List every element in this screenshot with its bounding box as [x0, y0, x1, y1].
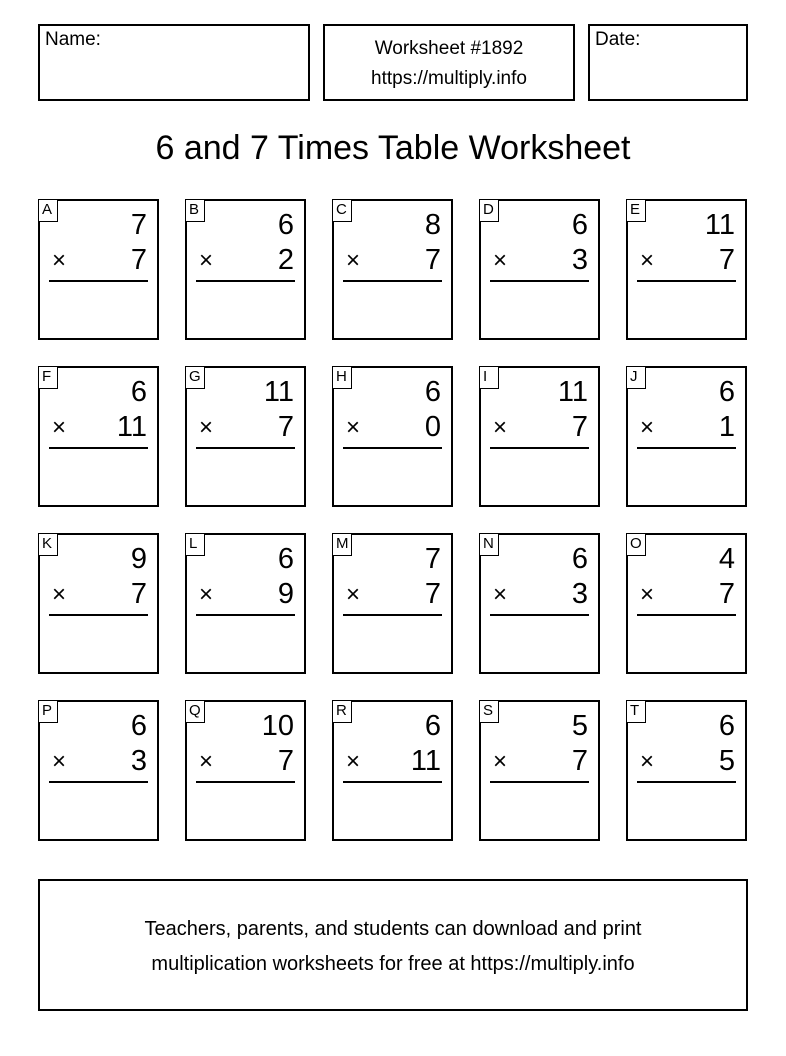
- problem-l[interactable]: [185, 533, 306, 674]
- times-sign: ×: [199, 748, 214, 775]
- footer-box: [38, 879, 748, 1011]
- multiplicand: 6: [130, 710, 147, 742]
- answer-line: [490, 447, 589, 449]
- date-field[interactable]: [588, 24, 748, 101]
- times-sign: ×: [199, 247, 214, 274]
- times-sign: ×: [493, 414, 508, 441]
- problem-label: L: [185, 533, 205, 556]
- problem-e[interactable]: [626, 199, 747, 340]
- multiplicand: 7: [424, 543, 441, 575]
- multiplier: 1: [718, 411, 735, 443]
- multiplier: 7: [718, 244, 735, 276]
- date-label: Date:: [595, 29, 641, 50]
- problem-c[interactable]: [332, 199, 453, 340]
- multiplier: 7: [424, 578, 441, 610]
- answer-line: [49, 447, 148, 449]
- problem-r[interactable]: [332, 700, 453, 841]
- multiplicand: 11: [263, 376, 294, 408]
- times-sign: ×: [640, 748, 655, 775]
- footer-line-2: multiplication worksheets for free at https://multiply.info: [151, 953, 635, 975]
- answer-line: [196, 614, 295, 616]
- times-sign: ×: [52, 748, 67, 775]
- answer-line: [490, 280, 589, 282]
- multiplier: 7: [571, 411, 588, 443]
- answer-line: [637, 614, 736, 616]
- multiplier: 3: [571, 578, 588, 610]
- multiplicand: 6: [424, 710, 441, 742]
- times-sign: ×: [640, 581, 655, 608]
- problem-label: S: [479, 700, 499, 723]
- multiplier: 7: [718, 578, 735, 610]
- multiplicand: 6: [718, 376, 735, 408]
- times-sign: ×: [493, 247, 508, 274]
- answer-line: [637, 447, 736, 449]
- multiplicand: 6: [571, 543, 588, 575]
- times-sign: ×: [346, 414, 361, 441]
- multiplier: 7: [571, 745, 588, 777]
- multiplier: 11: [116, 411, 147, 443]
- times-sign: ×: [346, 247, 361, 274]
- problem-j[interactable]: [626, 366, 747, 507]
- multiplicand: 8: [424, 209, 441, 241]
- problem-label: J: [626, 366, 646, 389]
- problem-m[interactable]: [332, 533, 453, 674]
- problem-label: Q: [185, 700, 205, 723]
- answer-line: [343, 781, 442, 783]
- footer-line-1: Teachers, parents, and students can download and print: [144, 918, 642, 940]
- problem-label: T: [626, 700, 646, 723]
- multiplicand: 9: [130, 543, 147, 575]
- multiplicand: 6: [277, 209, 294, 241]
- problem-k[interactable]: [38, 533, 159, 674]
- problem-label: C: [332, 199, 352, 222]
- times-sign: ×: [640, 414, 655, 441]
- problem-label: R: [332, 700, 352, 723]
- problem-label: A: [38, 199, 58, 222]
- problem-s[interactable]: [479, 700, 600, 841]
- times-sign: ×: [640, 247, 655, 274]
- problem-h[interactable]: [332, 366, 453, 507]
- multiplier: 7: [277, 745, 294, 777]
- problem-label: E: [626, 199, 646, 222]
- multiplicand: 6: [718, 710, 735, 742]
- problem-f[interactable]: [38, 366, 159, 507]
- problem-d[interactable]: [479, 199, 600, 340]
- multiplier: 7: [277, 411, 294, 443]
- multiplicand: 6: [571, 209, 588, 241]
- problem-label: I: [479, 366, 499, 389]
- times-sign: ×: [493, 581, 508, 608]
- times-sign: ×: [199, 414, 214, 441]
- problem-q[interactable]: [185, 700, 306, 841]
- worksheet-info-box: [323, 24, 575, 101]
- multiplier: 7: [130, 244, 147, 276]
- problem-a[interactable]: [38, 199, 159, 340]
- worksheet-number: Worksheet #1892: [374, 38, 524, 59]
- answer-line: [49, 781, 148, 783]
- multiplicand: 4: [718, 543, 735, 575]
- answer-line: [196, 781, 295, 783]
- multiplier: 5: [718, 745, 735, 777]
- answer-line: [490, 614, 589, 616]
- problem-label: K: [38, 533, 58, 556]
- multiplier: 9: [277, 578, 294, 610]
- multiplier: 7: [424, 244, 441, 276]
- problem-label: D: [479, 199, 499, 222]
- multiplier: 3: [571, 244, 588, 276]
- problem-label: F: [38, 366, 58, 389]
- problem-label: B: [185, 199, 205, 222]
- times-sign: ×: [52, 414, 67, 441]
- multiplicand: 11: [704, 209, 735, 241]
- problem-i[interactable]: [479, 366, 600, 507]
- problem-label: H: [332, 366, 352, 389]
- problem-n[interactable]: [479, 533, 600, 674]
- answer-line: [196, 447, 295, 449]
- answer-line: [343, 447, 442, 449]
- multiplicand: 6: [277, 543, 294, 575]
- multiplier: 2: [277, 244, 294, 276]
- answer-line: [343, 280, 442, 282]
- problem-label: P: [38, 700, 58, 723]
- name-field[interactable]: [38, 24, 310, 101]
- answer-line: [49, 280, 148, 282]
- times-sign: ×: [199, 581, 214, 608]
- problem-label: N: [479, 533, 499, 556]
- problem-b[interactable]: [185, 199, 306, 340]
- problem-p[interactable]: [38, 700, 159, 841]
- multiplicand: 6: [130, 376, 147, 408]
- answer-line: [637, 280, 736, 282]
- worksheet-title: 6 and 7 Times Table Worksheet: [155, 129, 631, 167]
- multiplicand: 7: [130, 209, 147, 241]
- multiplier: 7: [130, 578, 147, 610]
- multiplicand: 5: [571, 710, 588, 742]
- problem-g[interactable]: [185, 366, 306, 507]
- answer-line: [196, 280, 295, 282]
- multiplier: 3: [130, 745, 147, 777]
- times-sign: ×: [52, 581, 67, 608]
- problem-label: O: [626, 533, 646, 556]
- answer-line: [343, 614, 442, 616]
- problem-label: M: [332, 533, 352, 556]
- times-sign: ×: [346, 581, 361, 608]
- name-label: Name:: [45, 29, 101, 50]
- answer-line: [637, 781, 736, 783]
- problem-label: G: [185, 366, 205, 389]
- multiplicand: 6: [424, 376, 441, 408]
- multiplier: 0: [424, 411, 441, 443]
- problem-t[interactable]: [626, 700, 747, 841]
- times-sign: ×: [493, 748, 508, 775]
- answer-line: [490, 781, 589, 783]
- multiplicand: 10: [261, 710, 294, 742]
- problem-o[interactable]: [626, 533, 747, 674]
- worksheet-url: https://multiply.info: [371, 68, 527, 89]
- times-sign: ×: [52, 247, 67, 274]
- answer-line: [49, 614, 148, 616]
- multiplicand: 11: [557, 376, 588, 408]
- times-sign: ×: [346, 748, 361, 775]
- multiplier: 11: [410, 745, 441, 777]
